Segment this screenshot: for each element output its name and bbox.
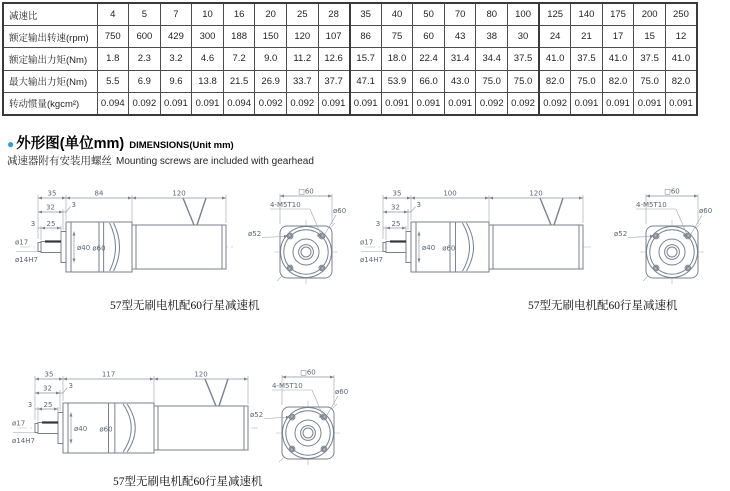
spec-cell: 250 [665, 3, 697, 26]
svg-text:ø60: ø60 [699, 207, 713, 215]
spec-cell: 600 [129, 26, 161, 48]
spec-cell: 26.9 [255, 70, 287, 92]
spec-cell: 9.0 [255, 48, 287, 70]
spec-cell: 21.5 [223, 70, 255, 92]
spec-cell: 0.091 [381, 92, 413, 115]
spec-cell: 188 [223, 26, 255, 48]
section-heading [7, 132, 234, 153]
svg-text:ø60: ø60 [99, 425, 113, 434]
spec-cell: 28 [318, 3, 350, 26]
spec-cell: 7.2 [223, 48, 255, 70]
spec-cell: 47.1 [350, 70, 382, 92]
spec-cell: 200 [634, 3, 666, 26]
table-row [3, 48, 697, 70]
spec-cell: 0.091 [444, 92, 476, 115]
svg-text:4-M5T10: 4-M5T10 [272, 382, 303, 390]
svg-text:ø60: ø60 [92, 244, 106, 253]
spec-cell: 150 [255, 26, 287, 48]
spec-cell: 13.8 [192, 70, 224, 92]
spec-row-header: 额定输出转速(rpm) [3, 26, 97, 48]
spec-cell: 0.092 [286, 92, 318, 115]
spec-cell: 37.7 [318, 70, 350, 92]
spec-cell: 60 [413, 26, 445, 48]
spec-cell: 40 [381, 3, 413, 26]
svg-text:ø17: ø17 [360, 238, 374, 247]
section-subtitle-en: Mounting screws are included with gearhead [116, 156, 314, 167]
spec-cell: 20 [255, 3, 287, 26]
spec-cell: 2.3 [129, 48, 161, 70]
front-view-drawing [612, 182, 730, 294]
svg-text:ø40: ø40 [422, 244, 436, 252]
front-view-drawing [248, 363, 366, 475]
section-title-en: DIMENSIONS(Unit mm) [129, 140, 234, 151]
spec-cell: 43 [444, 26, 476, 48]
svg-text:3: 3 [375, 220, 381, 228]
svg-text:ø52: ø52 [248, 230, 262, 238]
spec-cell: 175 [602, 3, 634, 26]
spec-cell: 0.092 [539, 92, 571, 115]
svg-text:32: 32 [46, 203, 55, 212]
svg-text:25: 25 [391, 220, 401, 228]
spec-cell: 38 [476, 26, 508, 48]
drawing-caption: 57型无刷电机配60行星减速机 [113, 476, 263, 488]
svg-text:32: 32 [43, 384, 52, 393]
spec-cell: 41.0 [539, 48, 571, 70]
spec-cell: 75.0 [508, 70, 540, 92]
svg-text:100: 100 [443, 189, 457, 198]
spec-cell: 70 [444, 3, 476, 26]
front-view-drawing [246, 182, 364, 294]
spec-cell: 429 [160, 26, 192, 48]
spec-cell: 0.091 [350, 92, 382, 115]
spec-cell: 107 [318, 26, 350, 48]
side-view-drawing [14, 182, 244, 294]
svg-text:ø14H7: ø14H7 [360, 256, 383, 264]
spec-cell: 82.0 [665, 70, 697, 92]
svg-text:84: 84 [94, 189, 104, 198]
spec-cell: 41.0 [665, 48, 697, 70]
spec-cell: 6.9 [129, 70, 161, 92]
spec-cell: 5.5 [97, 70, 129, 92]
spec-cell: 0.091 [571, 92, 603, 115]
spec-cell: 75.0 [634, 70, 666, 92]
drawing-caption: 57型无刷电机配60行星减速机 [528, 300, 678, 312]
spec-cell: 120 [286, 26, 318, 48]
spec-cell: 37.5 [508, 48, 540, 70]
spec-cell: 43.0 [444, 70, 476, 92]
svg-text:4-M5T10: 4-M5T10 [270, 201, 301, 209]
spec-cell: 15.7 [350, 48, 382, 70]
spec-cell: 12 [665, 26, 697, 48]
svg-text:ø60: ø60 [442, 244, 456, 253]
spec-cell: 80 [476, 3, 508, 26]
spec-row-header: 转动惯量(kgcm²) [3, 92, 97, 115]
svg-text:35: 35 [392, 189, 402, 198]
spec-cell: 0.094 [97, 92, 129, 115]
spec-cell: 34.4 [476, 48, 508, 70]
svg-text:3: 3 [30, 220, 36, 228]
spec-row-header: 最大输出力矩(Nm) [3, 70, 97, 92]
svg-text:ø60: ø60 [333, 207, 347, 215]
spec-cell: 30 [508, 26, 540, 48]
table-row [3, 92, 697, 115]
spec-table [2, 2, 698, 116]
svg-text:35: 35 [44, 370, 54, 379]
spec-cell: 11.2 [286, 48, 318, 70]
spec-cell: 0.091 [665, 92, 697, 115]
svg-text:ø52: ø52 [250, 411, 264, 419]
svg-text:ø60: ø60 [335, 388, 349, 396]
spec-cell: 15 [634, 26, 666, 48]
spec-cell: 300 [192, 26, 224, 48]
spec-cell: 82.0 [539, 70, 571, 92]
spec-cell: 4.6 [192, 48, 224, 70]
svg-text:32: 32 [391, 203, 400, 212]
svg-text:120: 120 [172, 189, 186, 198]
spec-cell: 82.0 [602, 70, 634, 92]
svg-text:35: 35 [47, 189, 57, 198]
svg-text:25: 25 [46, 220, 56, 228]
spec-cell: 18.0 [381, 48, 413, 70]
spec-cell: 0.092 [476, 92, 508, 115]
svg-text:□60: □60 [300, 368, 316, 377]
spec-cell: 9.6 [160, 70, 192, 92]
svg-text:120: 120 [529, 189, 543, 198]
svg-text:ø17: ø17 [15, 238, 29, 247]
spec-cell: 0.091 [413, 92, 445, 115]
svg-text:3: 3 [68, 382, 73, 390]
svg-text:ø40: ø40 [74, 425, 88, 433]
spec-cell: 75 [381, 26, 413, 48]
table-row [3, 26, 697, 48]
section-subtitle [7, 153, 314, 168]
spec-cell: 86 [350, 26, 382, 48]
svg-text:3: 3 [71, 201, 76, 209]
svg-text:117: 117 [101, 370, 116, 379]
spec-cell: 3.2 [160, 48, 192, 70]
spec-cell: 0.092 [255, 92, 287, 115]
spec-cell: 125 [539, 3, 571, 26]
spec-cell: 0.092 [508, 92, 540, 115]
drawing-caption: 57型无刷电机配60行星减速机 [110, 300, 260, 312]
spec-cell: 100 [508, 3, 540, 26]
spec-cell: 37.5 [634, 48, 666, 70]
spec-cell: 0.091 [318, 92, 350, 115]
spec-cell: 0.091 [602, 92, 634, 115]
spec-cell: 140 [571, 3, 603, 26]
spec-cell: 4 [97, 3, 129, 26]
spec-cell: 31.4 [444, 48, 476, 70]
spec-cell: 21 [571, 26, 603, 48]
spec-cell: 0.091 [192, 92, 224, 115]
spec-cell: 33.7 [286, 70, 318, 92]
spec-cell: 5 [129, 3, 161, 26]
svg-text:ø14H7: ø14H7 [12, 437, 35, 445]
spec-cell: 35 [350, 3, 382, 26]
bullet-icon: ● [7, 137, 15, 151]
table-row [3, 3, 697, 26]
svg-text:□60: □60 [298, 187, 314, 196]
svg-text:3: 3 [416, 201, 421, 209]
spec-cell: 22.4 [413, 48, 445, 70]
section-subtitle-cn: 减速器附有安装用螺丝 [7, 155, 112, 167]
spec-cell: 66.0 [413, 70, 445, 92]
spec-cell: 50 [413, 3, 445, 26]
spec-cell: 12.6 [318, 48, 350, 70]
spec-cell: 0.094 [223, 92, 255, 115]
spec-cell: 7 [160, 3, 192, 26]
spec-cell: 1.8 [97, 48, 129, 70]
spec-cell: 750 [97, 26, 129, 48]
table-row [3, 70, 697, 92]
svg-text:3: 3 [27, 401, 33, 409]
spec-row-header: 额定输出力矩(Nm) [3, 48, 97, 70]
spec-cell: 24 [539, 26, 571, 48]
side-view-drawing [359, 182, 601, 294]
section-title-cn: 外形图(单位mm) [16, 136, 125, 152]
svg-text:ø40: ø40 [77, 244, 91, 252]
svg-text:4-M5T10: 4-M5T10 [636, 201, 667, 209]
spec-row-header: 减速比 [3, 3, 97, 26]
svg-text:120: 120 [194, 370, 208, 379]
svg-text:ø14H7: ø14H7 [15, 256, 38, 264]
side-view-drawing [11, 363, 266, 475]
spec-cell: 25 [286, 3, 318, 26]
spec-cell: 75.0 [571, 70, 603, 92]
spec-cell: 75.0 [476, 70, 508, 92]
spec-cell: 37.5 [571, 48, 603, 70]
svg-text:25: 25 [43, 401, 53, 409]
svg-text:□60: □60 [664, 187, 680, 196]
spec-cell: 10 [192, 3, 224, 26]
spec-cell: 0.091 [160, 92, 192, 115]
spec-cell: 0.091 [634, 92, 666, 115]
spec-cell: 16 [223, 3, 255, 26]
svg-text:ø17: ø17 [12, 419, 26, 428]
spec-cell: 17 [602, 26, 634, 48]
spec-cell: 0.092 [129, 92, 161, 115]
spec-cell: 53.9 [381, 70, 413, 92]
svg-text:ø52: ø52 [614, 230, 628, 238]
spec-cell: 41.0 [602, 48, 634, 70]
